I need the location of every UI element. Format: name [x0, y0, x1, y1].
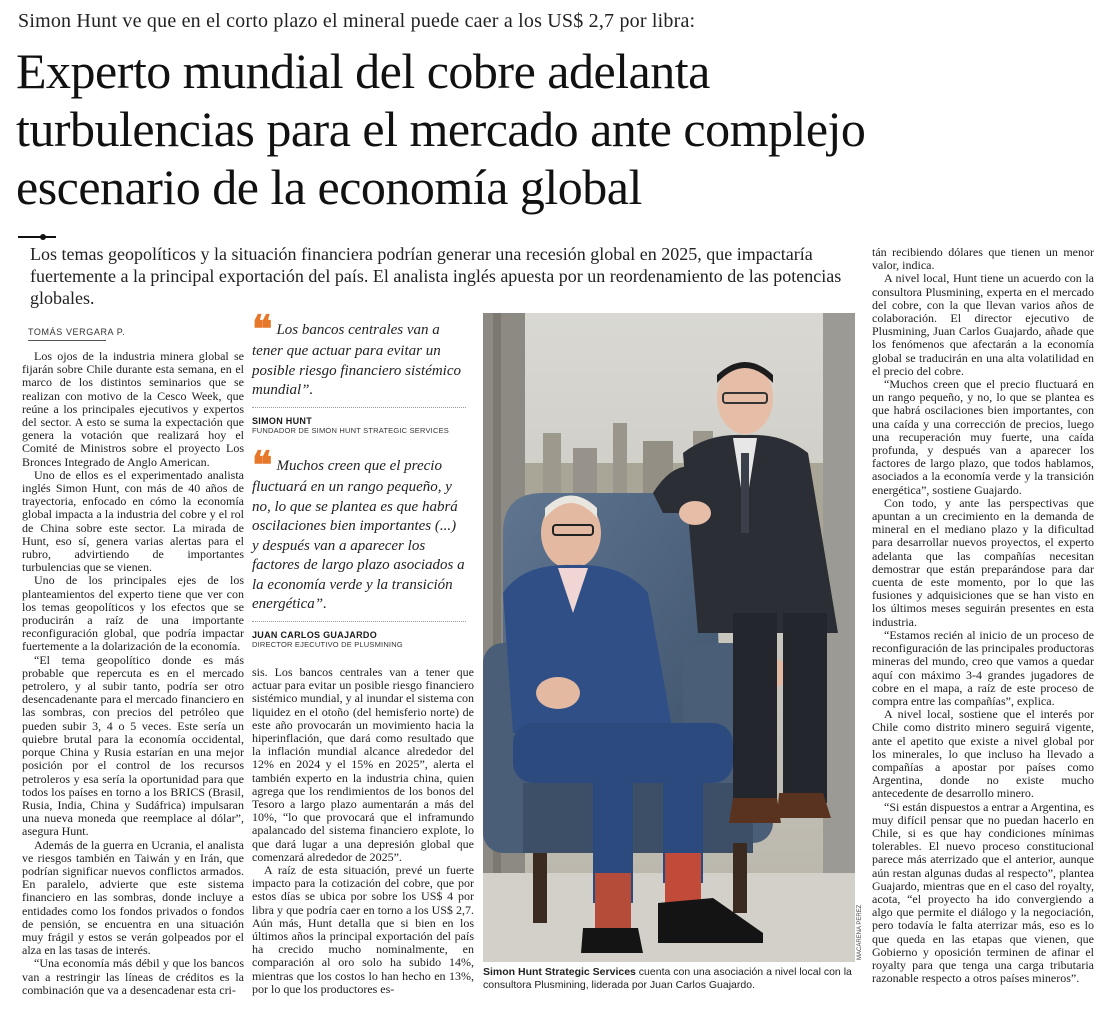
paragraph: Con todo, y ante las perspectivas que apuntan a un crecimiento en la demanda de mineral en el mediano plazo y la dificultad para desarrollar nuevos proyectos, el experto adelanta que las compañías necesitan demostrar que están preparándose para dar cuenta de este momento, por lo que las fusiones y adquisiciones que se han visto en los últimos meses seguirán presentes en esta industria. [872, 495, 1094, 629]
pull-quote-role: FUNDADOR DE SIMON HUNT STRATEGIC SERVICES [252, 425, 449, 435]
paragraph: tán recibiendo dólares que tienen un menor valor, indica. [872, 245, 1094, 273]
article-column-2 [252, 666, 474, 996]
paragraph: “Si están dispuestos a entrar a Argentina, es muy difícil pensar que no puedan hacerlo en Chile, si es que hay condiciones mínimas tolerables. El nuevo proceso constitucional parece más aterrizado que el anterior, aunque aún restan algunas dudas al respecto”, plantea Guajardo, mientras que en el caso del royalty, acota, “el proyecto ha ido convergiendo a algo que permite el diálogo y la negociación, pero todavía le falta aterrizar más, eso es lo que queda en las etapas que vienen, que Gobierno y oposición terminen de afinar el royalty para que tenga una carga tributaria razonable respecto a otros países mineros”. [872, 799, 1094, 986]
pull-quote-divider [252, 621, 466, 622]
pull-quote-hunt [252, 306, 466, 435]
quote-mark-icon: ❝ [252, 306, 273, 351]
pull-quote-guajardo [252, 442, 466, 649]
paragraph: sis. Los bancos centrales van a tener que actuar para evitar un posible riesgo financiero sistémico mundial, y al inundar el sistema con liquidez en el otoño (del hemisferio norte) de este año provocarán un movimiento hacia la hiperinflación, que dará como resultado que la inflación mundial alcance alrededor del 12% en 2024 y el 15% en 2025”, alerta el también experto en la industria china, quien agrega que los rendimientos de los bonos del Tesoro a largo plazo aumentarán a más del 10%, “lo que provocará que el inframundo apalancado del sistema financiero explote, lo que dará lugar a una depresión global que comenzará alrededor de 2025”. [252, 665, 474, 864]
deck-rule [18, 236, 56, 238]
deck: Los temas geopolíticos y la situación financiera podrían generar una recesión global en 2025, que impactaría fuertemente a la principal exportación del país. El analista inglés apuesta por un reordenamiento de las potencias globales. [30, 244, 842, 308]
pull-quote-name: JUAN CARLOS GUAJARDO [252, 629, 378, 640]
headline-line: turbulencias para el mercado ante complejo [16, 101, 866, 157]
paragraph: “Una economía más débil y que los bancos van a restringir las líneas de créditos es la combinación que va a desencadenar esta cri- [22, 956, 244, 997]
paragraph: Uno de los principales ejes de los planteamientos del experto tiene que ver con los temas geopolíticos y los efectos que se producirán a raíz de una importante reconfiguración global, que podría impactar fuertemente a la dolarización de la economía. [22, 573, 244, 654]
headline [16, 42, 1096, 216]
paragraph: A nivel local, sostiene que el interés por Chile como distrito minero seguirá vigente, ante el apetito que existe a nivel global por los minerales, lo que incluso ha llevado a compañías a apostar por países como Argentina, donde no existe mucho antecedente de desarrollo minero. [872, 707, 1094, 801]
caption-text: cuenta con una asociación a nivel local con la consultora Plusmining, liderada por Juan Carlos Guajardo. [483, 966, 852, 991]
deck-rule-dot [40, 234, 46, 240]
paragraph: Además de la guerra en Ucrania, el analista ve riesgos también en Taiwán y en Irán, que podrían significar nuevos conflictos armados. En paralelo, advierte que este sistema financiero en las sombras, donde incluye a entidades como los fondos privados o fondos de pensión, se encuentra en una situación muy frágil y estos se verán golpeados por el alza en las tasas de interés. [22, 837, 244, 958]
portrait-illustration [483, 313, 855, 962]
quote-mark-icon: ❝ [252, 442, 273, 487]
pull-quote-name: SIMON HUNT [252, 415, 312, 426]
paragraph: A nivel local, Hunt tiene un acuerdo con la consultora Plusmining, experta en el mercado del cobre, con la que llevan varios años de colaboración. El director ejecutivo de Plusmining, Juan Carlos Guajardo, añade que los fenómenos que afectarán a la economía global se traducirán en una alta volatilidad en el precio del cobre. [872, 271, 1094, 378]
headline-line: escenario de la economía global [16, 159, 642, 215]
article-column-3 [872, 246, 1094, 985]
pull-quote-text: Los bancos centrales van a tener que actuar para evitar un posible riesgo financiero sistémico mundial”. [252, 322, 462, 398]
pull-quote-text: Muchos creen que el precio fluctuará en un rango pequeño, y no, lo que se plantea es que habrá oscilaciones bien importantes (...) y después van a aparecer los factores de largo plazo asociados a la economía verde y la transición energética”. [252, 458, 465, 612]
paragraph: “Estamos recién al inicio de un proceso de reconfiguración de las principales productoras mineras del mundo, creo que vamos a quedar aquí con máximo 3-4 grandes jugadores de cobre en el mapa, a raíz de este proceso de compra entre las compañías”, explica. [872, 627, 1094, 708]
paragraph: “Muchos creen que el precio fluctuará en un rango pequeño, y no, lo que se plantea es que habrá oscilaciones bien importantes, con una caída y una corrección de precios, luego una recuperación muy fuerte, una caída profunda, y después van a aparecer los factores de largo plazo, que todos hablamos, asociados a la economía verde y la transición energética”, sostiene Guajardo. [872, 377, 1094, 497]
portrait-photo [483, 313, 855, 962]
photo-credit: MACARENA PEREZ [857, 904, 863, 960]
byline-rule [28, 340, 106, 341]
kicker: Simon Hunt ve que en el corto plazo el mineral puede caer a los US$ 2,7 por libra: [18, 10, 696, 32]
byline: TOMÁS VERGARA P. [28, 327, 126, 337]
photo-caption [483, 966, 863, 992]
caption-lead: Simon Hunt Strategic Services [483, 966, 636, 978]
headline-line: Experto mundial del cobre adelanta [16, 43, 710, 99]
paragraph: “El tema geopolítico donde es más probable que repercuta es en el mercado petrolero, y al subir tanto, podría ser otro desencadenante para el mercado financiero en las sombras, con precios del petróleo que pueden subir 3, 4 o 5 veces. Este sería un quiebre brutal para la economía occidental, porque China y Rusia estarían en una mejor posición por el control de los recursos petroleros y esa sería la oportunidad para que todos los países en torno a los BRICS (Brasil, Rusia, India, China y Sudáfrica) impulsaran una nueva moneda que reemplace al dólar”, asegura Hunt. [22, 652, 244, 839]
pull-quote-role: DIRECTOR EJECUTIVO DE PLUSMINING [252, 639, 403, 649]
paragraph: A raíz de esta situación, prevé un fuerte impacto para la cotización del cobre, que por estos días se ubica por sobre los US$ 4 por libra y que podría caer en torno a los US$ 2,7. Aún más, Hunt detalla que si bien en los últimos años la principal exportación del país ha crecido mucho nominalmente, en comparación al oro solo ha subido 14%, mientras que los costos lo han hecho en 13%, por lo que los productores es- [252, 863, 474, 996]
paragraph: Uno de ellos es el experimentado analista inglés Simon Hunt, con más de 40 años de trayectoria, enfocado en cómo la economía global impacta a la industria del cobre y el rol de China sobre este sector. La mirada de Hunt, eso sí, genera varias alertas para el rubro, advirtiendo de importantes turbulencias que se vienen. [22, 467, 244, 575]
paragraph: Los ojos de la industria minera global se fijarán sobre Chile durante esta semana, en el marco de los distintos seminarios que se realizan con motivo de la Cesco Week, que reúne a los principales ejecutivos y expertos del sector. A esto se suma la expectación que genera la votación que realizará hoy el Comité de Ministros sobre el proyecto Los Bronces Integrado de Anglo American. [22, 349, 244, 469]
article-column-1 [22, 350, 244, 997]
pull-quote-divider [252, 407, 466, 408]
